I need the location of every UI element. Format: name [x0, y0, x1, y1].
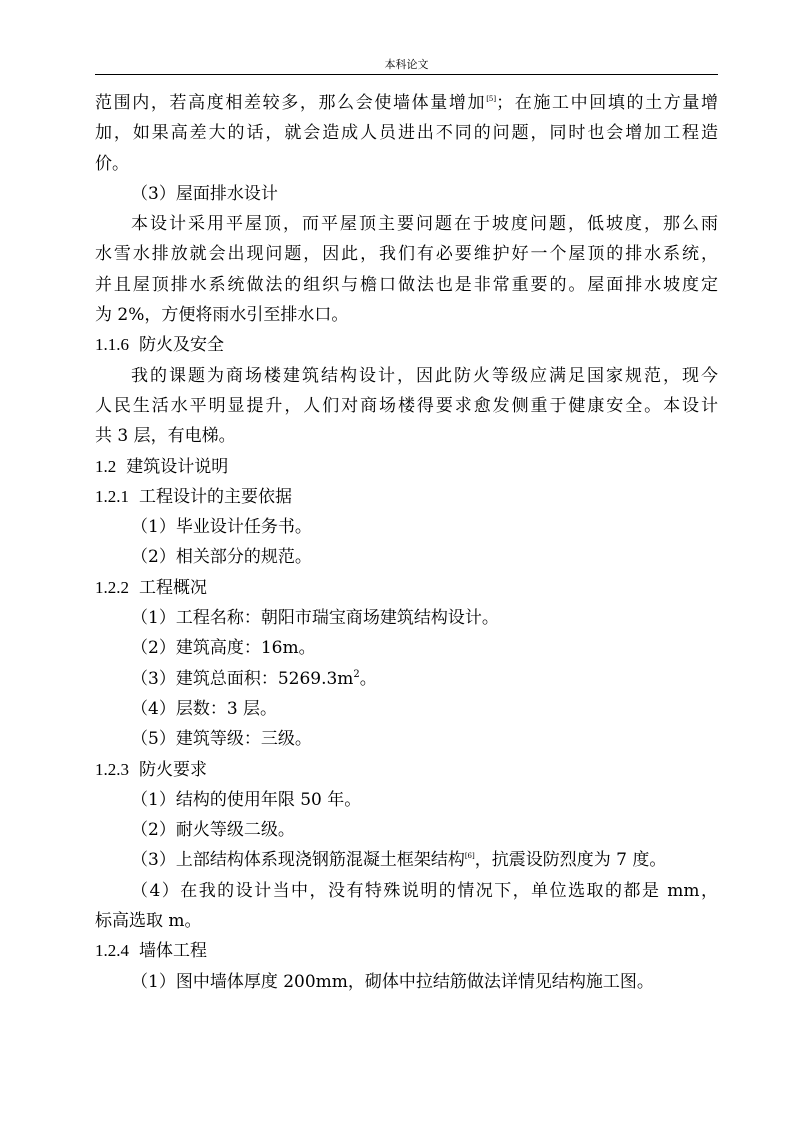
section-number: 1.2.1: [95, 486, 129, 506]
section-number: 1.1.6: [95, 335, 129, 355]
paragraph-line: 价。: [95, 153, 129, 174]
paragraph-line: 加，如果高差大的话，就会造成人员进出不同的问题，同时也会增加工程造: [95, 123, 718, 144]
text-run: ，抗震设防烈度为 7 度。: [474, 850, 667, 871]
section-heading: [95, 573, 718, 603]
citation-ref: [6]: [464, 852, 475, 861]
section-title: 工程概况: [139, 577, 207, 598]
list-item: [95, 664, 718, 694]
paragraph-line: 本设计采用平屋顶，而平屋顶主要问题在于坡度问题，低坡度，那么雨: [131, 214, 718, 235]
paragraph-line: 并且屋顶排水系统做法的组织与檐口做法也是非常重要的。屋面排水坡度定: [95, 274, 718, 295]
section-title: 防火要求: [139, 759, 207, 780]
section-title: 防火及安全: [139, 335, 224, 356]
section-heading: [95, 452, 718, 482]
list-item-continuation: 标高选取 m。: [95, 911, 202, 932]
page-header: 本科论文: [384, 58, 429, 71]
section-number: 1.2.4: [95, 941, 129, 961]
section-title: 工程设计的主要依据: [139, 486, 292, 507]
section-title: 墙体工程: [139, 941, 207, 962]
text-run: ；在施工中回填的土方量增: [496, 93, 718, 113]
list-item: （5）建筑等级：三级。: [131, 729, 312, 750]
paragraph-line: 共 3 层，有电梯。: [95, 426, 236, 447]
document-body: [95, 88, 718, 997]
list-item: （1）工程名称：朝阳市瑞宝商场建筑结构设计。: [131, 608, 499, 629]
paragraph-line: 人民生活水平明显提升，人们对商场楼得要求愈发侧重于健康安全。本设计: [95, 395, 718, 416]
section-heading: [95, 936, 718, 966]
paragraph-line: 水雪水排放就会出现问题，因此，我们有必要维护好一个屋顶的排水系统，: [95, 244, 718, 265]
list-item: （4）在我的设计当中，没有特殊说明的情况下，单位选取的都是 mm，: [131, 880, 718, 901]
section-title: 建筑设计说明: [126, 456, 229, 477]
list-item: （1）毕业设计任务书。: [131, 517, 312, 538]
section-number: 1.2.3: [95, 759, 129, 779]
section-heading: [95, 330, 718, 360]
list-item: （4）层数：3 层。: [131, 698, 278, 719]
superscript: 2: [353, 668, 360, 680]
text-run: 范围内，若高度相差较多，那么会使墙体量增加: [95, 93, 487, 113]
citation-ref: [5]: [486, 95, 497, 103]
header-divider: [95, 74, 718, 75]
paragraph-line: 我的课题为商场楼建筑结构设计，因此防火等级应满足国家规范，现今: [131, 365, 718, 386]
section-number: 1.2.2: [95, 577, 129, 597]
section-heading: [95, 482, 718, 512]
list-item: （2）相关部分的规范。: [131, 547, 312, 568]
text-run: （3）上部结构体系现浇钢筋混凝土框架结构: [131, 850, 465, 871]
paragraph-line: 为 2%，方便将雨水引至排水口。: [95, 305, 349, 326]
section-heading: [95, 755, 718, 785]
list-item: [95, 845, 718, 875]
text-run: 。: [359, 668, 377, 689]
list-item: （1）图中墙体厚度 200mm，砌体中拉结筋做法详情见结构施工图。: [131, 971, 654, 992]
list-item: （1）结构的使用年限 50 年。: [131, 789, 362, 810]
text-run: （3）建筑总面积：5269.3m: [131, 668, 354, 689]
paragraph-line: [95, 88, 718, 118]
section-number: 1.2: [95, 456, 117, 476]
list-item: （2）耐火等级二级。: [131, 820, 295, 841]
list-item: （2）建筑高度：16m。: [131, 638, 316, 659]
subsection-heading: （3）屋面排水设计: [131, 183, 278, 204]
